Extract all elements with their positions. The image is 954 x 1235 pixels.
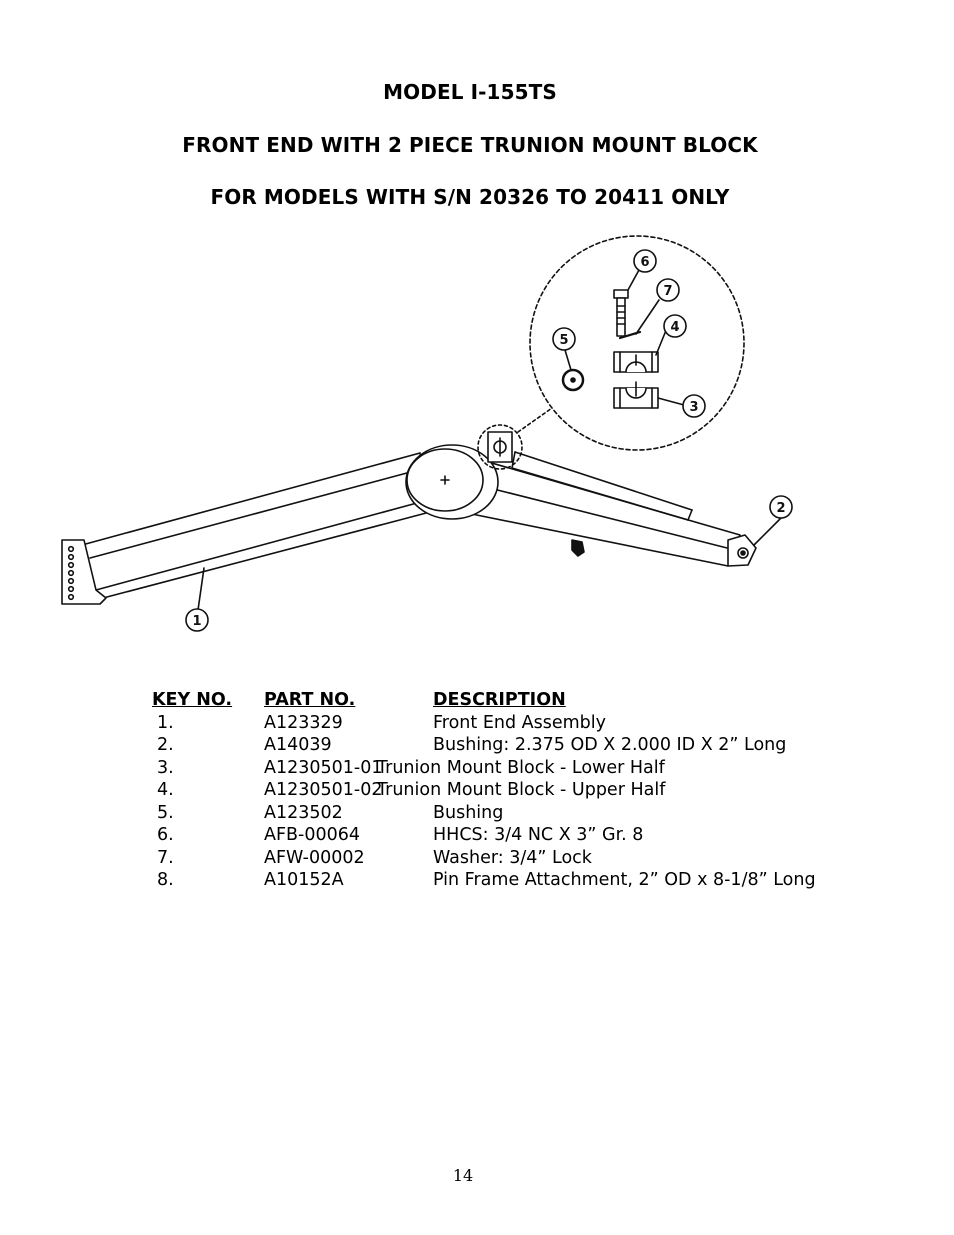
description: Bushing xyxy=(433,802,504,823)
description: Bushing: 2.375 OD X 2.000 ID X 2” Long xyxy=(433,735,787,755)
bolt-hhcs xyxy=(614,290,628,336)
part-no: A1230501-01 xyxy=(264,757,383,778)
description: Trunion Mount Block - Lower Half xyxy=(377,757,665,778)
part-no: A1230501-02 xyxy=(264,780,383,800)
callout-3: 3 xyxy=(689,400,699,415)
key-no: 7. xyxy=(157,847,174,868)
part-no: AFB-00064 xyxy=(264,825,361,845)
upper-mount-block xyxy=(614,352,658,372)
callout-1: 1 xyxy=(192,614,202,629)
key-no: 8. xyxy=(157,870,174,890)
model-title: MODEL I-155TS xyxy=(383,80,557,104)
key-no: 2. xyxy=(157,735,174,755)
callout-2: 2 xyxy=(776,501,786,516)
trunion-block-location xyxy=(478,425,522,469)
serial-range-note: FOR MODELS WITH S/N 20326 TO 20411 ONLY xyxy=(210,185,730,209)
description: Washer: 3/4” Lock xyxy=(433,847,592,868)
pivot-bushing xyxy=(406,445,498,519)
part-no: A14039 xyxy=(264,735,332,755)
part-no: A10152A xyxy=(264,870,344,890)
description: Pin Frame Attachment, 2” OD x 8-1/8” Long xyxy=(433,870,816,890)
key-no: 4. xyxy=(157,780,174,800)
description: Trunion Mount Block - Upper Half xyxy=(377,780,666,800)
key-no: 5. xyxy=(157,802,174,823)
key-no: 1. xyxy=(157,712,174,733)
front-end-arm xyxy=(82,453,430,602)
part-no: AFW-00002 xyxy=(264,847,365,868)
callout-4: 4 xyxy=(670,320,680,335)
small-bushing xyxy=(563,370,583,390)
callout-7: 7 xyxy=(663,284,673,299)
key-no: 6. xyxy=(157,825,174,845)
part-no: A123329 xyxy=(264,712,343,733)
part-no: A123502 xyxy=(264,802,343,823)
header-description: DESCRIPTION xyxy=(433,690,566,710)
header-key-no: KEY NO. xyxy=(152,690,233,710)
page-number: 14 xyxy=(452,1166,474,1185)
callout-5: 5 xyxy=(559,333,569,348)
lower-mount-block xyxy=(614,382,658,408)
front-end-exploded-diagram xyxy=(0,230,954,660)
header-part-no: PART NO. xyxy=(264,690,356,710)
assembly-title: FRONT END WITH 2 PIECE TRUNION MOUNT BLOCK xyxy=(182,133,758,157)
key-no: 3. xyxy=(157,757,174,778)
description: Front End Assembly xyxy=(433,712,606,733)
description: HHCS: 3/4 NC X 3” Gr. 8 xyxy=(433,825,644,845)
callout-6: 6 xyxy=(640,255,650,270)
